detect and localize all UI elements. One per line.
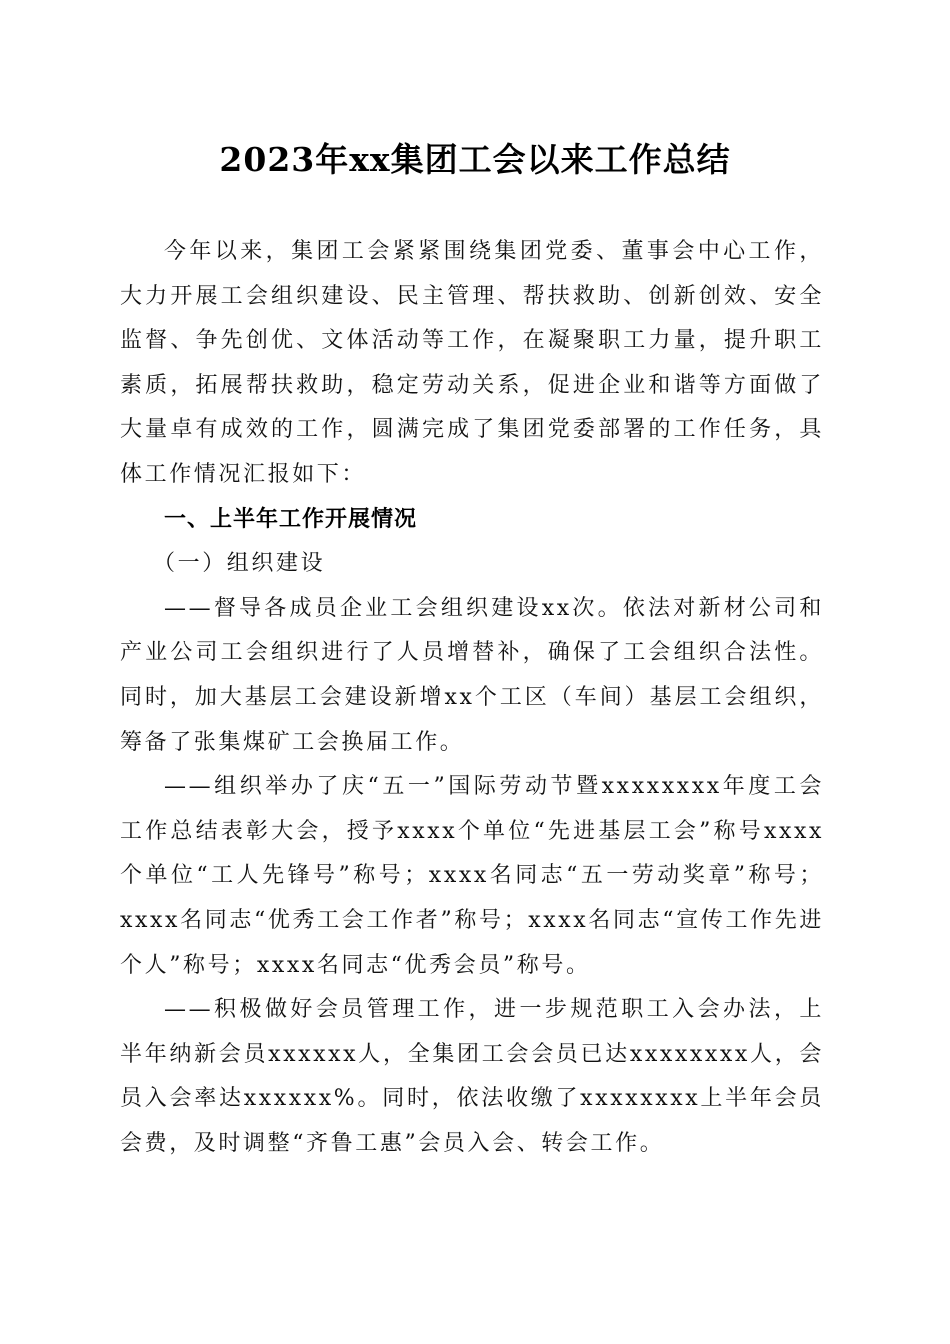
intro-paragraph: 今年以来，集团工会紧紧围绕集团党委、董事会中心工作，大力开展工会组织建设、民主管理、帮扶救助、创新创效、安全监督、争先创优、文体活动等工作，在凝聚职工力量，提升职工素质，拓展帮扶救助，稳定劳动关系，促进企业和谐等方面做了大量卓有成效的工作，圆满完成了集团党委部署的工作任务，具体工作情况汇报如下： [120,239,824,487]
section-heading: 一、上半年工作开展情况 [164,506,418,532]
subsection-heading: （一）组织建设 [153,551,326,577]
body-paragraph: ——督导各成员企业工会组织建设xx次。依法对新材公司和产业公司工会组织进行了人员增替补，确保了工会组织合法性。同时，加大基层工会建设新增xx个工区（车间）基层工会组织，筹备了张集煤矿工会换届工作。 [120,595,824,755]
document-body [120,230,824,1166]
document-title: 2023年xx集团工会以来工作总结 [219,140,731,179]
body-paragraph: ——积极做好会员管理工作，进一步规范职工入会办法，上半年纳新会员xxxxxx人，全集团工会会员已达xxxxxxxx人，会员入会率达xxxxxx%。同时，依法收缴了xxxxxxxx上半年会员会费，及时调整“齐鲁工惠”会员入会、转会工作。 [120,997,824,1156]
body-paragraph: ——组织举办了庆“五一”国际劳动节暨xxxxxxxx年度工会工作总结表彰大会，授予xxxx个单位“先进基层工会”称号xxxx个单位“工人先锋号”称号；xxxx名同志“五一劳动奖章”称号；xxxx名同志“优秀工会工作者”称号；xxxx名同志“宣传工作先进个人”称号；xxxx名同志“优秀会员”称号。 [120,774,824,978]
